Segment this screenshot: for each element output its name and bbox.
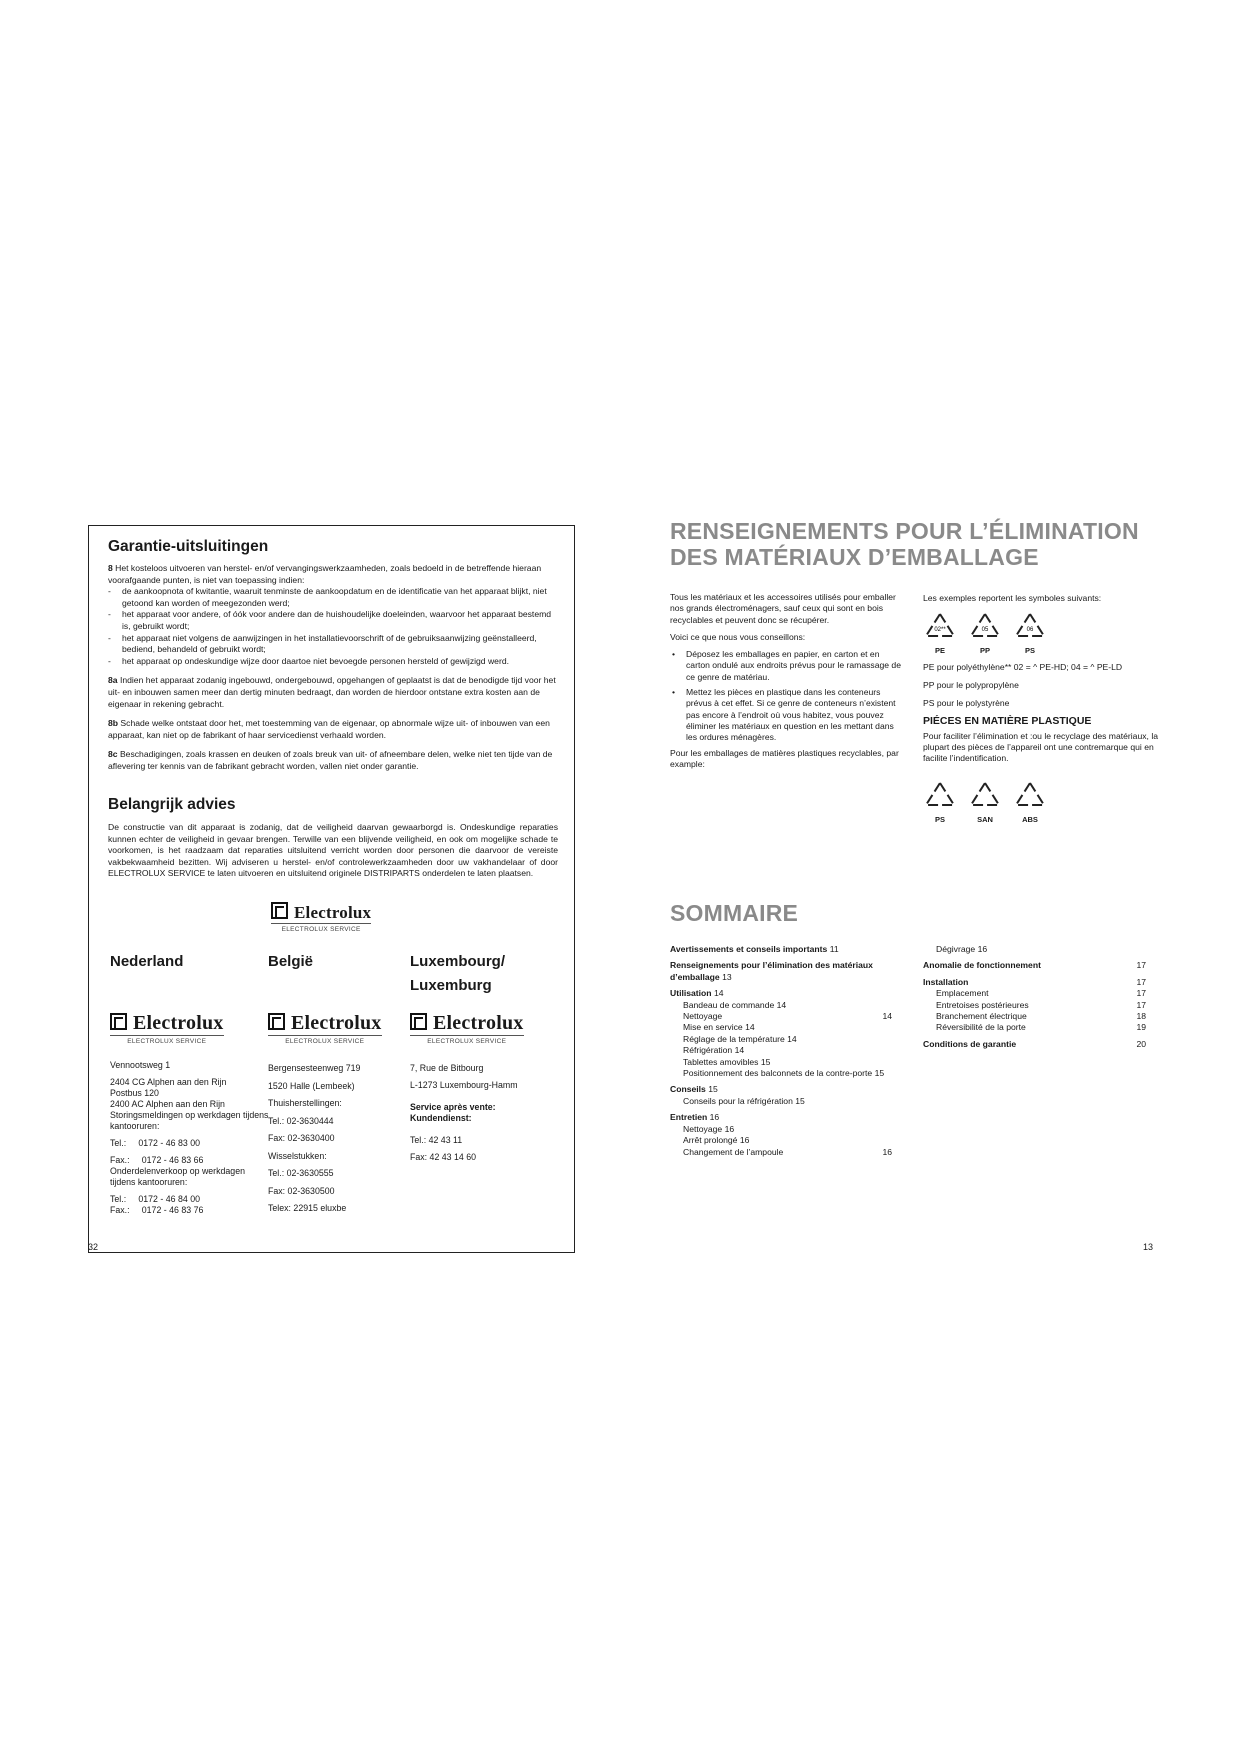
recycling-symbols-top: [922, 611, 1048, 655]
toc-entry-text: Branchement électrique: [936, 1011, 1027, 1022]
toc-entry-text: Entretoises postérieures: [936, 999, 1029, 1010]
toc-entry: [923, 1011, 1146, 1022]
advies-heading: Belangrijk advies: [108, 796, 236, 813]
toc-entry-text: Réglage de la température: [683, 1033, 785, 1044]
toc-entry: [670, 1068, 892, 1079]
toc-entry-page: 14: [776, 999, 787, 1010]
list-item: - het apparaat voor andere, of óók voor andere dan de huishoudelijke doeleinden, waarvoor het apparaat bestemd is, gebruikt wordt;: [108, 609, 558, 632]
toc-entry: [670, 1096, 892, 1107]
recycle-symbol: ABS: [1012, 780, 1048, 824]
toc-entry-page: 15: [874, 1068, 885, 1079]
address-luxembourg: 7, Rue de Bitbourg L-1273 Luxembourg-Hamm Service après vente: Kundendienst: Tel.: 42 43 11 Fax: 42 43 14 60: [410, 1063, 518, 1162]
toc-entry: [923, 1039, 1146, 1050]
toc-entry-page: 20: [1136, 1038, 1146, 1049]
electrolux-logo-center: Electrolux ELECTROLUX SERVICE: [271, 902, 371, 933]
toc-entry-text: Utilisation: [670, 988, 712, 999]
plastique-heading: PIÉCES EN MATIÈRE PLASTIQUE: [923, 715, 1092, 727]
toc-entry: [670, 1124, 892, 1135]
recycle-triangle-icon: [1012, 611, 1048, 641]
toc-entry: [670, 960, 892, 983]
page-number-left: 32: [88, 1242, 99, 1252]
electrolux-mark-icon: [410, 1013, 427, 1030]
recycle-triangle-icon: [1012, 780, 1048, 810]
electrolux-mark-icon: [271, 902, 288, 919]
toc-entry-text: Changement de l’ampoule: [683, 1146, 784, 1157]
toc-entry-page: 16: [724, 1123, 735, 1134]
country-belgie: België: [268, 953, 314, 970]
symbols-lead: Les exemples reportent les symboles suivants:: [923, 593, 1102, 603]
para-8a: 8a Indien het apparaat zodanig ingebouwd, ondergebouwd, opgehangen of geplaatst is dat de benodigde tijd voor het uit- en inbouwen samen meer dan dertig minuten bedraagt, dan worden de hierdoor ontstane extra kosten aan de eigenaar in rekening gebracht.: [108, 675, 556, 709]
recycle-triangle-icon: [922, 780, 958, 810]
toc-entry: [923, 960, 1146, 971]
recycle-triangle-icon: [922, 611, 958, 641]
toc-entry: [670, 1000, 892, 1011]
elimination-left-column: Tous les matériaux et les accessoires utilisés pour emballer nos grands électroménagers, sauf ceux qui sont en bois recyclables et peuvent donc se récupérer. Voici ce que nous vous conseillons: • Déposez les emballages en papier, en carton et en carton ondulé aux endroits prévus pour le ramassage de ce genre de matériau. • Mettez les pièces en plastique dans les conteneurs prévus à cet effet. Si ce genre de conteneurs n’existent pas encore à l’endroit où vous habitez, vous pouvez éliminer les matériaux en question en les mettant dans les ordures ménagères. Pour les emballages de matières plastiques recyclables, par example:: [670, 592, 902, 770]
address-belgie: Bergensesteenweg 719 1520 Halle (Lembeek) Thuisherstellingen: Tel.: 02-3630444 Fax: 02-3630400 Wisselstukken: Tel.: 02-3630555 Fax: 02-3630500 Telex: 22915 eluxbe: [268, 1063, 361, 1213]
advice-list: [670, 649, 902, 743]
toc-entry-page: 16: [709, 1112, 720, 1123]
electrolux-mark-icon: [110, 1013, 127, 1030]
toc-entry-page: 18: [1136, 1011, 1146, 1022]
toc-entry-text: Conditions de garantie: [923, 1038, 1017, 1049]
electrolux-mark-icon: [268, 1013, 285, 1030]
garantie-heading: Garantie-uitsluitingen: [108, 538, 269, 555]
toc-entry: [670, 944, 892, 955]
toc-entry-page: 19: [1136, 1022, 1146, 1033]
toc-entry-page: 17: [1136, 988, 1146, 999]
toc-entry-page: 17: [1136, 960, 1146, 971]
page-number-right: 13: [1143, 1242, 1154, 1252]
para-8c: 8c Beschadigingen, zoals krassen en deuken of zoals breuk van uit- of afneembare delen, welke niet ten tijde van de aflevering ter kennis van de fabrikant gebracht worden, vallen niet onder garantie.: [108, 749, 553, 771]
toc-entry-text: Tablettes amovibles: [683, 1056, 759, 1067]
recycle-symbol: 06 PS: [1012, 611, 1048, 655]
toc-entry-page: 14: [745, 1022, 755, 1033]
toc-entry-page: 15: [795, 1095, 805, 1106]
toc-entry-page: 14: [882, 1011, 892, 1022]
toc-right-column: [923, 944, 1146, 1050]
toc-entry-page: 14: [713, 988, 724, 999]
toc-entry-page: 14: [787, 1033, 797, 1044]
symbols-explanation: PE pour polyéthylène** 02 = ^ PE-HD; 04 = ^ PE-LD PP pour le polypropylène PS pour le polystyrène PIÉCES EN MATIÈRE PLASTIQUE Pour faciliter l’élimination et :ou le recyclage des matériaux, la plupart des pièces de l’appareil ont une contremarque qui en facilite l’indentification.: [923, 662, 1168, 764]
toc-entry: [670, 1084, 892, 1095]
country-luxembourg: Luxembourg/ Luxemburg: [410, 953, 506, 994]
toc-entry-page: 14: [734, 1045, 745, 1056]
toc-entry: [670, 1057, 892, 1068]
recycling-symbols-bottom: [922, 780, 1048, 824]
toc-entry: [670, 988, 892, 999]
list-item: - het apparaat op ondeskundige wijze door daartoe niet bevoegde personen hersteld of gewijzigd werd.: [108, 656, 558, 668]
toc-entry-page: 16: [739, 1135, 750, 1146]
toc-entry-page: 15: [708, 1084, 718, 1095]
list-item: • Déposez les emballages en papier, en carton et en carton ondulé aux endroits prévus pour le ramassage de ce genre de matériau.: [670, 649, 902, 683]
recycle-symbol: 05 PP: [967, 611, 1003, 655]
recycle-triangle-icon: [967, 780, 1003, 810]
toc-entry-page: 16: [882, 1146, 892, 1157]
toc-entry-text: Dégivrage: [936, 944, 976, 954]
toc-entry-text: Conseils pour la réfrigération: [683, 1095, 793, 1106]
toc-entry: [670, 1011, 892, 1022]
list-item: - het apparaat niet volgens de aanwijzingen in het installatievoorschrift of de gebruiksaanwijzing geënstalleerd, bediend, behandeld of gebruikt wordt;: [108, 633, 558, 656]
electrolux-logo-lu: Electrolux ELECTROLUX SERVICE: [410, 1012, 524, 1045]
toc-entry-text: Réversibilité de la porte: [936, 1022, 1026, 1033]
toc-entry-text: Conseils: [670, 1084, 706, 1095]
toc-entry: [923, 944, 1146, 955]
garantie-intro: 8 Het kosteloos uitvoeren van herstel- en/of vervangingswerkzaamheden, zoals bedoeld in de betreffende hieraan voorafgaande punten, is niet van toepassing indien:: [108, 563, 542, 585]
recycle-symbol: 02** PE: [922, 611, 958, 655]
list-item: • Mettez les pièces en plastique dans les conteneurs prévus à cet effet. Si ce genre de conteneurs n’existent pas encore à l’endroit où vous habitez, vous pouvez éliminer les matériaux en question en les mettant dans les ordures ménagères.: [670, 687, 902, 743]
toc-entry: [670, 1034, 892, 1045]
toc-entry-page: 13: [722, 971, 732, 982]
toc-entry-text: Entretien: [670, 1112, 708, 1123]
toc-entry-text: Installation: [923, 976, 969, 987]
toc-entry-text: Nettoyage: [683, 1123, 723, 1134]
toc-entry: [923, 1022, 1146, 1033]
recycle-triangle-icon: [967, 611, 1003, 641]
electrolux-logo-be: Electrolux ELECTROLUX SERVICE: [268, 1012, 382, 1045]
toc-entry-text: Réfrigération: [683, 1045, 733, 1056]
toc-entry: [923, 977, 1146, 988]
address-nederland: Vennootsweg 1 2404 CG Alphen aan den Rijn Postbus 120 2400 AC Alphen aan den Rijn Storingsmeldingen op werkdagen tijdens kantooruren: Tel.: 0172 - 46 83 00 Fax.: 0172 - 46 83 66 Onderdelenverkoop op werkdagen tijdens kantooruren: Tel.: 0172 - 46 84 00 Fax.: 0172 - 46 83 76: [110, 1060, 269, 1215]
list-item: - de aankoopnota of kwitantie, waaruit tenminste de aankoopdatum en de identificatie van het apparaat blijkt, niet getoond kan worden of meegezonden werd;: [108, 586, 558, 609]
toc-entry-page: 17: [1136, 999, 1146, 1010]
electrolux-logo-nl: Electrolux ELECTROLUX SERVICE: [110, 1012, 224, 1045]
toc-entry-text: Bandeau de commande: [683, 999, 775, 1010]
toc-entry: [670, 1045, 892, 1056]
toc-entry: [923, 1000, 1146, 1011]
toc-entry-text: Renseignements pour l’élimination des matériaux d’emballage: [670, 960, 873, 982]
toc-left-column: [670, 944, 892, 1158]
toc-entry: [923, 988, 1146, 999]
toc-entry-text: Arrêt prolongé: [683, 1135, 738, 1146]
recycle-symbol: SAN: [967, 780, 1003, 824]
toc-entry-text: Positionnement des balconnets de la contre-porte: [683, 1068, 873, 1079]
toc-entry-text: Avertissements et conseils importants: [670, 944, 828, 954]
svg-text:05: 05: [981, 627, 989, 633]
toc-entry-page: 15: [760, 1056, 771, 1067]
toc-entry-text: Anomalie de fonctionnement: [923, 960, 1041, 971]
elimination-title: RENSEIGNEMENTS POUR L’ÉLIMINATION DES MATÉRIAUX D’EMBALLAGE: [670, 518, 1139, 570]
toc-entry-text: Nettoyage: [683, 1011, 723, 1022]
toc-entry-page: 11: [829, 944, 839, 954]
toc-entry: [670, 1147, 892, 1158]
svg-text:02**: 02**: [934, 627, 946, 633]
garantie-list: [108, 586, 558, 667]
country-nederland: Nederland: [110, 953, 184, 970]
toc-entry-page: 16: [977, 944, 988, 954]
svg-text:06: 06: [1026, 627, 1034, 633]
advies-text: De constructie van dit apparaat is zodanig, dat de veiligheid daarvan gewaarborgd is. Ondeskundige reparaties kunnen echter de veiligheid in gevaar brengen. Terwille van een blijvende veiligheid, en ook om mogelijke schade te voorkomen, is het raadzaam dat reparaties uitsluitend verricht worden door personen die daarvoor de vereiste vakbekwaamheid bezitten. Wij adviseren u herstel- en/of controlewerkzaamheden door uw vakhandelaar of door ELECTROLUX SERVICE te laten uitvoeren en uitsluitend originele DISTRIPARTS onderdelen te laten plaatsen.: [108, 822, 558, 879]
sommaire-title: SOMMAIRE: [670, 900, 799, 926]
para-8b: 8b Schade welke ontstaat door het, met toestemming van de eigenaar, op abnormale wijze uit- of inbouwen van een apparaat, kan niet op de fabrikant of haar servicedienst verhaald worden.: [108, 718, 550, 740]
toc-entry: [670, 1135, 892, 1146]
toc-entry-text: Emplacement: [936, 988, 989, 999]
toc-entry: [670, 1112, 892, 1123]
recycle-symbol: PS: [922, 780, 958, 824]
garantie-section: [108, 563, 558, 773]
toc-entry-text: Mise en service: [683, 1022, 743, 1033]
toc-entry: [670, 1022, 892, 1033]
toc-entry-page: 17: [1136, 976, 1146, 987]
